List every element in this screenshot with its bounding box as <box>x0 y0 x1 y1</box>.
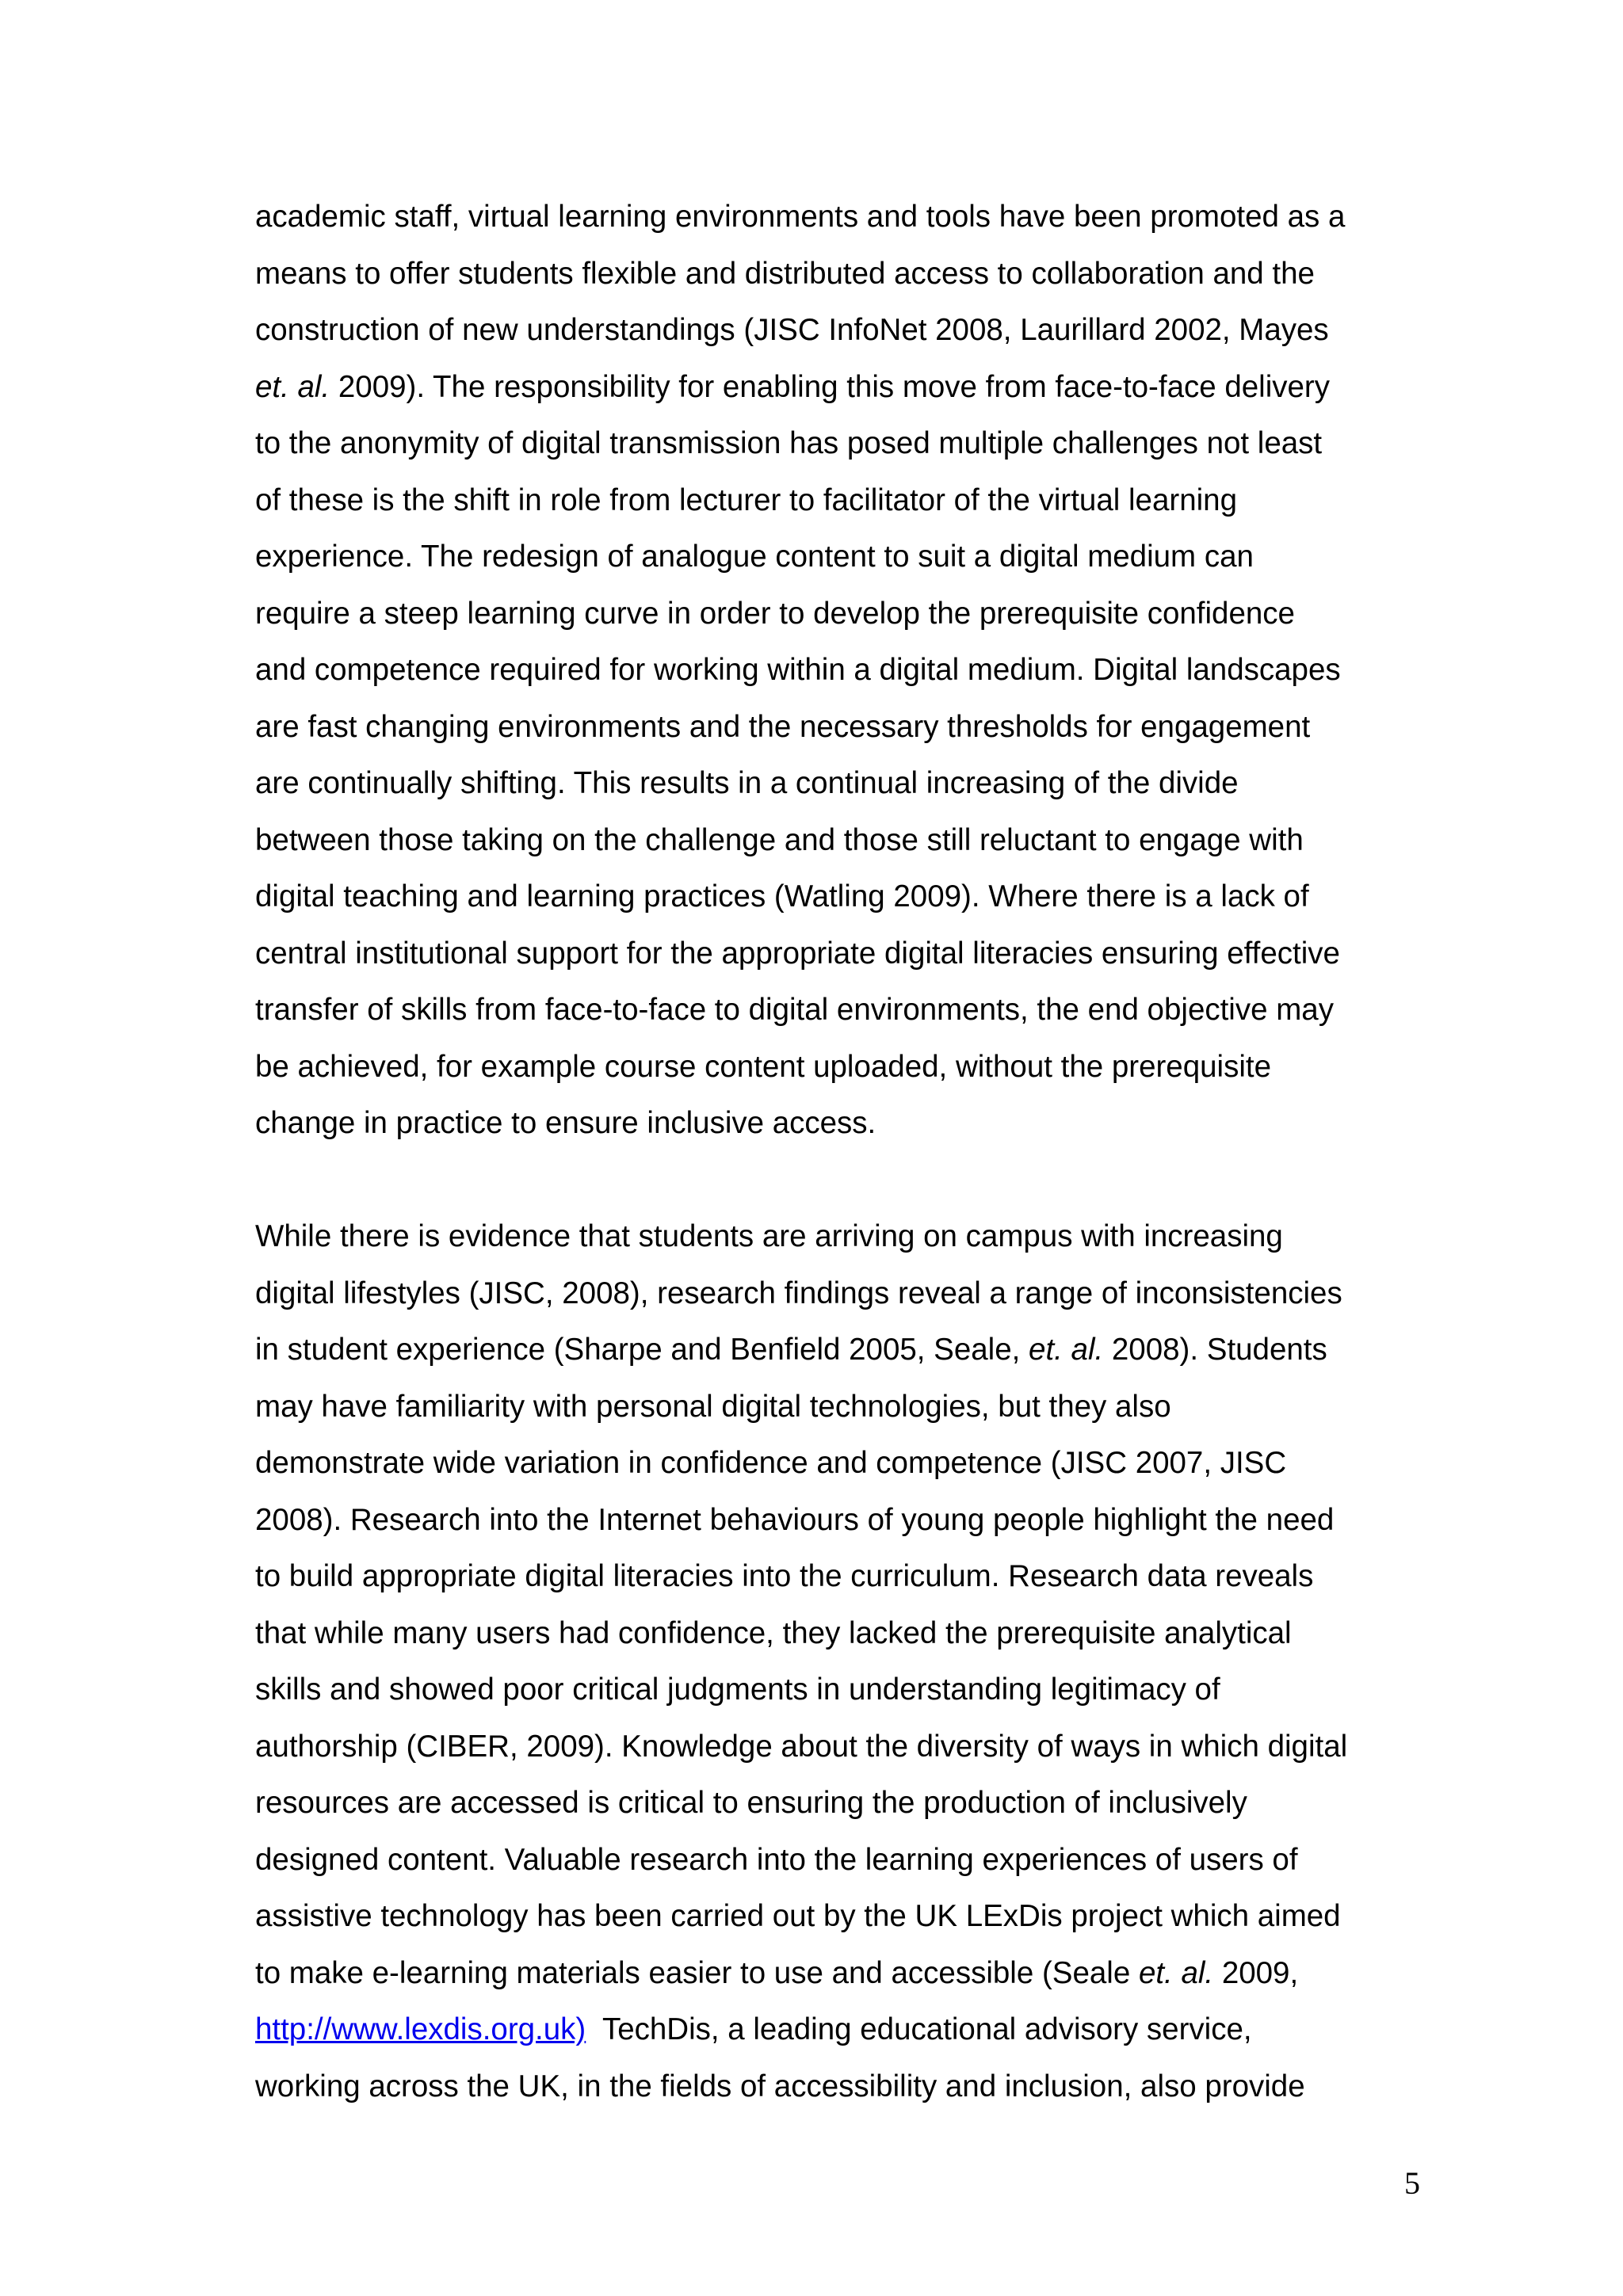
text-line: 2008). Research into the Internet behaviours of young people highlight the need <box>255 1502 1335 1537</box>
text-line: While there is evidence that students are arriving on campus with increasing <box>255 1219 1283 1253</box>
italic-citation: et. al. <box>1138 1955 1214 1990</box>
text-line <box>255 2001 1444 2058</box>
text-line: assistive technology has been carried out by the UK LExDis project which aimed <box>255 1899 1341 1933</box>
text-line: digital teaching and learning practices (Watling 2009). Where there is a lack of <box>255 879 1309 913</box>
italic-citation: et. al. <box>255 369 330 404</box>
text-line: of these is the shift in role from lecturer to facilitator of the virtual learning <box>255 482 1237 517</box>
text-line: are continually shifting. This results in a continual increasing of the divide <box>255 766 1239 800</box>
text-line: authorship (CIBER, 2009). Knowledge about the diversity of ways in which digital <box>255 1729 1348 1764</box>
text-run: 2008). Students <box>1103 1333 1327 1367</box>
text-line: change in practice to ensure inclusive access. <box>255 1106 876 1140</box>
text-run: to make e-learning materials easier to use and accessible (Seale <box>255 1955 1139 1990</box>
text-line: and competence required for working within a digital medium. Digital landscapes <box>255 653 1341 687</box>
text-line: central institutional support for the appropriate digital literacies ensuring effective <box>255 936 1340 971</box>
text-line: between those taking on the challenge and those still reluctant to engage with <box>255 822 1304 857</box>
text-run: 2009, <box>1213 1955 1299 1990</box>
text-line: require a steep learning curve in order to develop the prerequisite confidence <box>255 596 1295 631</box>
text-line: may have familiarity with personal digital technologies, but they also <box>255 1389 1171 1424</box>
text-line: to build appropriate digital literacies into the curriculum. Research data reveals <box>255 1559 1314 1593</box>
text-line: transfer of skills from face-to-face to digital environments, the end objective may <box>255 993 1334 1027</box>
text-line: be achieved, for example course content uploaded, without the prerequisite <box>255 1049 1272 1084</box>
text-line: are fast changing environments and the necessary thresholds for engagement <box>255 709 1311 744</box>
text-line <box>255 1322 1444 1379</box>
text-line: resources are accessed is critical to ensuring the production of inclusively <box>255 1786 1247 1820</box>
paragraph-2 <box>255 1208 1444 2115</box>
text-line: means to offer students flexible and distributed access to collaboration and the <box>255 256 1315 291</box>
lexdis-link[interactable]: http://www.lexdis.org.uk) <box>255 2012 586 2046</box>
text-line <box>255 359 1444 416</box>
text-run: in student experience (Sharpe and Benfield 2005, Seale, <box>255 1333 1029 1367</box>
text-line: demonstrate wide variation in confidence and competence (JISC 2007, JISC <box>255 1446 1287 1480</box>
page-number: 5 <box>1404 2165 1420 2201</box>
text-line: academic staff, virtual learning environments and tools have been promoted as a <box>255 200 1346 234</box>
italic-citation: et. al. <box>1029 1333 1104 1367</box>
paragraph-1 <box>255 189 1444 1152</box>
text-run: TechDis, a leading educational advisory service, <box>586 2012 1252 2046</box>
text-line: working across the UK, in the fields of accessibility and inclusion, also provide <box>255 2069 1305 2103</box>
text-line <box>255 1945 1444 2002</box>
text-line: construction of new understandings (JISC InfoNet 2008, Laurillard 2002, Mayes <box>255 313 1329 347</box>
text-line: that while many users had confidence, they lacked the prerequisite analytical <box>255 1615 1292 1650</box>
text-line: designed content. Valuable research into the learning experiences of users of <box>255 1842 1298 1877</box>
text-line: digital lifestyles (JISC, 2008), research findings reveal a range of inconsistencies <box>255 1276 1342 1310</box>
text-line: skills and showed poor critical judgments in understanding legitimacy of <box>255 1672 1220 1707</box>
text-run: 2009). The responsibility for enabling this move from face-to-face delivery <box>330 369 1331 404</box>
text-line: experience. The redesign of analogue content to suit a digital medium can <box>255 540 1254 574</box>
text-line: to the anonymity of digital transmission has posed multiple challenges not least <box>255 426 1323 460</box>
